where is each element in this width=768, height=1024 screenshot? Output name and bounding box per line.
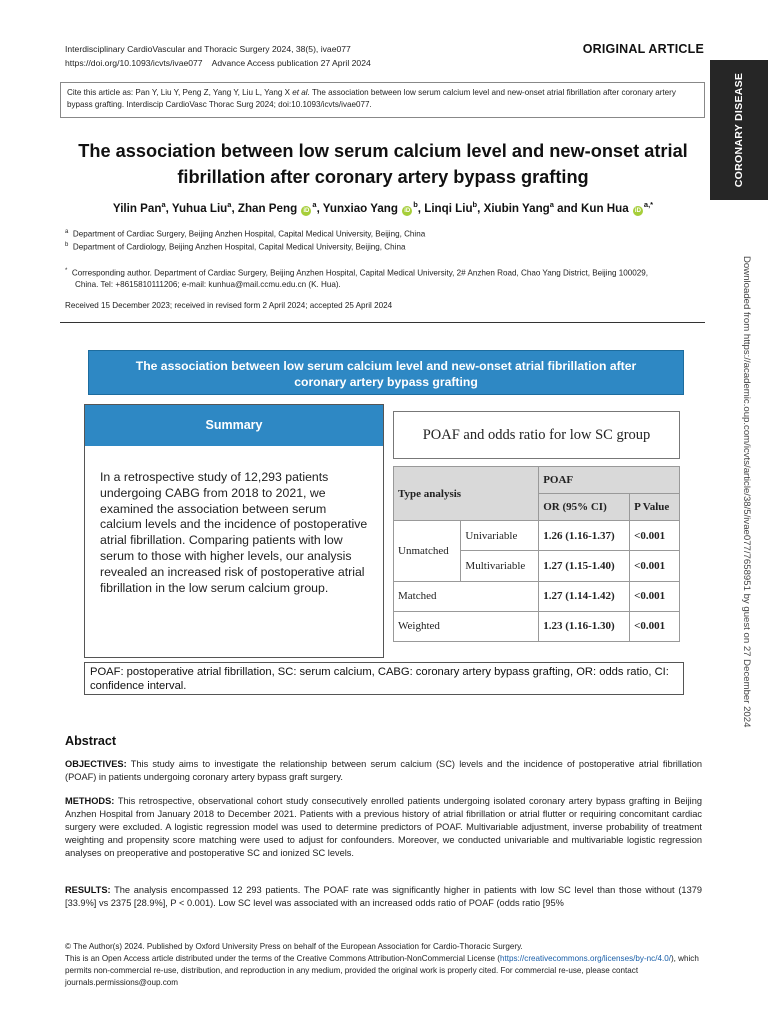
journal-info [65,42,371,70]
orcid-icon[interactable]: iD [303,207,310,214]
results-label: RESULTS: [65,885,111,895]
author-name[interactable]: Kun Hua [581,201,629,215]
citation-etal: et al. [292,88,310,97]
or-cell: 1.27 (1.14-1.42) [539,581,630,611]
objectives-text: This study aims to investigate the relationship between serum calcium (SC) levels and the incidence of postoperative atrial fibrillation (POAF) in patients undergoing coronary artery bypass graft surgery. [65,759,702,782]
ga-header-line2: coronary artery bypass grafting [294,375,478,389]
graphical-abstract-header [88,350,684,395]
summary-title: Summary [85,405,383,446]
author-name[interactable]: Yuhua Liu [171,201,228,215]
corresponding-author [65,266,648,290]
objectives-paragraph [65,758,702,784]
article-type: ORIGINAL ARTICLE [582,42,704,56]
citation-rest: The association between low serum calcium level and new-onset atrial fibrillation after coronary artery bypass grafting. Interdiscip CardioVasc Thorac Surg 2024; doi:10.1093/icvts/ivae077. [67,88,676,109]
license-text [65,953,705,989]
download-watermark [738,256,752,776]
affiliations [65,227,425,252]
methods-label: METHODS: [65,796,115,806]
footer-license [65,941,705,989]
author-list: Yilin Pan$^a$, Yuhua Liu$^a$, Zhan Peng $iD^a$, Yunxiao Yang $iD^b$, Linqi Liu$^b$, Xiubin Yang$^a$ and Kun Hua $iD^{a,*}$ [112,200,654,215]
p-cell: <0.001 [630,611,680,641]
author-sup: a [161,200,166,209]
table-row [394,611,680,641]
license-link[interactable]: https://creativecommons.org/licenses/by-nc/4.0/ [500,954,671,963]
download-note: Downloaded from https://academic.oup.com/icvts/article/38/5/ivae077/7658951 by guest on 27 December 2024 [741,256,752,728]
corresponding-line1: Corresponding author. Department of Cardiac Surgery, Beijing Anzhen Hospital, Capital Medical University, 2# Anzhen Road, Chao Yang District, Beijing 100029, [71,268,649,278]
univariable-cell: Univariable [461,521,539,551]
citation-box [60,82,705,118]
methods-text: This retrospective, observational cohort study consecutively enrolled patients undergoing isolated coronary artery bypass grafting in Beijing Anzhen Hospital from January 2018 to December 2021. Patients with a previous history of atrial fibrillation or atrial flutter or requiring concomitant cardiac surgery were excluded. A logistic regression model was used to determine predictors of POAF. Multivariable adjustment, inverse probability of treatment weighting and propensity score matching were used to adjust for confounders. Moreover, we conducted univariable and multivariable logistic regression analyses on preoperative and postoperative SC and ionized SC levels. [65,796,702,858]
author-sup: b [413,200,418,209]
affiliation-sup: a [65,229,69,235]
col-or-header: OR (95% CI) [539,494,630,521]
affiliation-text: Department of Cardiac Surgery, Beijing Anzhen Hospital, Capital Medical University, Beijing, China [72,229,426,239]
or-cell: 1.27 (1.15-1.40) [539,551,630,581]
affiliation-text: Department of Cardiology, Beijing Anzhen Hospital, Capital Medical University, Beijing, China [72,242,406,252]
p-cell: <0.001 [630,521,680,551]
author-name[interactable]: Yilin Pan [112,201,162,215]
author-sup: a [312,200,317,209]
author-sup: a [227,200,232,209]
section-tab-label: CORONARY DISEASE [733,72,745,188]
divider [60,322,705,323]
section-tab [710,60,768,200]
odds-ratio-table [393,466,680,642]
summary-box [84,404,384,658]
license-pre: This is an Open Access article distributed under the terms of the Creative Commons Attribution-NonCommercial License ( [65,954,500,963]
p-cell: <0.001 [630,551,680,581]
corresponding-sup: * [65,268,68,274]
or-cell: 1.23 (1.16-1.30) [539,611,630,641]
methods-paragraph [65,795,702,860]
citation-prefix: Cite this article as: Pan Y, Liu Y, Peng Z, Yang Y, Liu L, Yang X [67,88,293,97]
multivariable-cell: Multivariable [461,551,539,581]
results-text: The analysis encompassed 12 293 patients. The POAF rate was significantly higher in patients with low SC level than those without (1379 [33.9%] vs 2375 [28.9%], P < 0.001). Low SC level was associated with an increased odds ratio of POAF (odds ratio [95% [65,885,702,908]
objectives-label: OBJECTIVES: [65,759,127,769]
affiliation-b [65,240,425,253]
affiliation-a [65,227,425,240]
col-poaf-header: POAF [539,467,680,494]
author-sup: a [549,200,554,209]
affiliation-sup: b [65,241,69,248]
table-row [394,581,680,611]
copyright-line: © The Author(s) 2024. Published by Oxford University Press on behalf of the European Association for Cardio-Thoracic Surgery. [65,942,523,951]
license-post: ), which permits non-commercial re-use, distribution, and reproduction in any medium, provided the original work is properly cited. For commercial re-use, please contact journals.permissions@oup.com [65,954,699,987]
author-name[interactable]: Yunxiao Yang [322,201,398,215]
or-cell: 1.26 (1.16-1.37) [539,521,630,551]
col-p-header: P Value [630,494,680,521]
unmatched-cell: Unmatched [394,521,461,581]
author-and: and [557,201,578,215]
weighted-cell: Weighted [394,611,539,641]
p-cell: <0.001 [630,581,680,611]
abstract-heading: Abstract [65,734,117,748]
journal-citation: Interdisciplinary CardioVascular and Thoracic Surgery 2024, 38(5), ivae077 [65,44,351,54]
matched-cell: Matched [394,581,539,611]
received-dates: Received 15 December 2023; received in revised form 2 April 2024; accepted 25 April 2024 [65,301,393,310]
abbreviation-legend: POAF: postoperative atrial fibrillation, SC: serum calcium, CABG: coronary artery bypass grafting, OR: odds ratio, CI: confidence interval. [84,662,684,695]
orcid-icon[interactable]: iD [404,207,411,214]
results-paragraph [65,884,702,910]
author-name[interactable]: Linqi Liu [424,201,473,215]
author-sup: b [472,200,478,209]
corresponding-line2: China. Tel: +8615810111206; e-mail: kunhua@mail.ccmu.edu.cn (K. Hua). [75,279,341,289]
author-name[interactable]: Xiubin Yang [483,201,550,215]
table-row [394,521,680,551]
summary-text: In a retrospective study of 12,293 patients undergoing CABG from 2018 to 2021, we examined the association between serum calcium levels and the incidence of postoperative atrial fibrillation. Comparing patients with low serum to those with higher levels, our analysis revealed an increased risk of postoperative atrial fibrillation in the low serum calcium group. [100,470,368,595]
doi-line: https://doi.org/10.1093/icvts/ivae077 Advance Access publication 27 April 2024 [65,58,371,68]
orcid-icon[interactable]: iD [634,207,641,214]
author-name[interactable]: Zhan Peng [237,201,298,215]
table-title: POAF and odds ratio for low SC group [393,411,680,459]
author-sup: a,* [643,200,654,209]
article-title: The association between low serum calcium level and new-onset atrial fibrillation after coronary artery bypass grafting [78,141,688,187]
col-type-header: Type analysis [394,467,539,521]
ga-header-line1: The association between low serum calcium level and new-onset atrial fibrillation after [135,359,637,373]
